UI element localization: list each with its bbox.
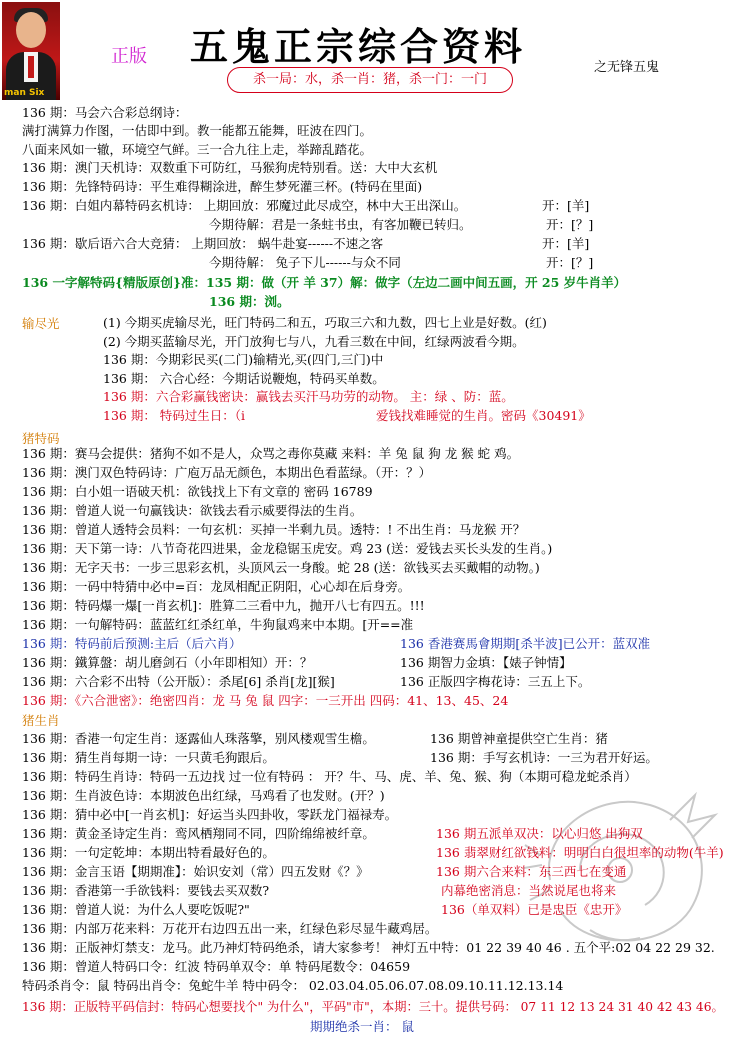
author-label: 之无锋五鬼 bbox=[594, 60, 660, 75]
text-line: 136 期：六合彩不出特（公开版）：杀尾[6] 杀肖[龙][猴] bbox=[22, 674, 335, 689]
text-line: 开：[？] bbox=[546, 255, 594, 270]
text-line: 136 期：马会六合彩总纲诗： bbox=[22, 105, 188, 120]
text-line: 136 期：今期彩民买(二门)输精光,买(四门,三门)中 bbox=[103, 352, 384, 367]
text-line: 136 期：猜生肖每期一诗：一只黄毛狗跟后。 bbox=[22, 750, 275, 765]
text-line: 136 期：六合彩赢钱密诀：赢钱去买汗马功劳的动物。 主：绿 、防：蓝。 bbox=[103, 389, 514, 404]
text-line: 136 期： 特码过生日：（i bbox=[103, 408, 246, 423]
text-line: 136 期：香港第一手欲钱料：要钱去买双数? bbox=[22, 883, 270, 898]
avatar bbox=[2, 2, 60, 100]
text-line: 136 期：澳门双色特码诗：广庖万品无颜色，本期出色看蓝绿。（开：？） bbox=[22, 465, 432, 480]
text-line: 八面来风如一辙，环境空气鲜。三一合九往上走，举蹄乱踏花。 bbox=[22, 142, 373, 157]
text-line: 满打满算力作图，一估即中到。教一能都五能舞，旺波在四门。 bbox=[22, 123, 373, 138]
text-line: 期期绝杀一肖： 鼠 bbox=[310, 1019, 414, 1034]
text-line: 136 期：猜中必中[一肖玄机]：好运当头四卦收，零跃龙门福禄寿。 bbox=[22, 807, 398, 822]
text-line: 136 期五派单双决：以心归悠 出狗双 bbox=[436, 826, 643, 841]
text-line: (1) 今期买虎输尽光，旺门特码二和五，巧取三六和九数，四七上业是好数。(红) bbox=[103, 315, 547, 330]
text-line: 136 期：曾道人说一句赢钱诀：欲钱去看示威要得法的生肖。 bbox=[22, 503, 363, 518]
section-label-shujin: 输尽光 bbox=[22, 316, 60, 331]
text-line: 136 期：白姐内幕特码玄机诗： 上期回放：邪魔过此尽成空，林中大王出深山。 bbox=[22, 198, 467, 213]
text-line: 136（单双料）已是忠臣《忠开》 bbox=[441, 902, 628, 917]
text-line: 136 期：一码中特猜中必中=百：龙凤相配正阴阳，心心却在后身旁。 bbox=[22, 579, 411, 594]
text-line: 136 期：内部万花来料：万花开右边四五出一来，红绿色彩尽显牛藏鸡居。 bbox=[22, 921, 438, 936]
edition-label: 正版 bbox=[111, 46, 147, 67]
text-line: 136 期：先锋特码诗：平生难得糊涂进，醉生梦死灌三杯。(特码在里面) bbox=[22, 179, 423, 194]
avatar-tie bbox=[28, 56, 34, 78]
text-line: 136 期曾神童提供空亡生肖：猪 bbox=[430, 731, 608, 746]
text-line: 开：[？] bbox=[546, 217, 594, 232]
text-line: 136 期：香港一句定生肖：逐露仙人珠落擎，别风楼观雪生檐。 bbox=[22, 731, 375, 746]
text-line: 今期待解： 兔子下儿------与众不同 bbox=[209, 255, 401, 270]
text-line: 136 期：金言玉语【期期准】：始识安刘（常）四五发财《？》 bbox=[22, 864, 369, 879]
text-line: 136 期：天下第一诗：八节奇花四进果，金龙稳锯玉虎安。鸡 23 (送：爱钱去买长头发的生肖。) bbox=[22, 541, 553, 556]
avatar-watermark: man Six bbox=[4, 88, 45, 98]
text-line: 136 香港赛馬會期期[杀半波]已公开：蓝双准 bbox=[400, 636, 651, 651]
text-line: 136 期：歇后语六合大竞猜： 上期回放： 蜗牛赴宴------不速之客 bbox=[22, 236, 384, 251]
section-label-zhushengxiao: 猪生肖 bbox=[22, 713, 60, 728]
text-line: 内幕绝密消息：当然说尾也将来 bbox=[441, 883, 617, 898]
text-line: 136 期：《六合泄密》：绝密四肖：龙 马 兔 鼠 四字：一三开出 四码：41、13、45、24 bbox=[22, 693, 509, 708]
text-line: 136 期： 六合心经：今期话说鞭炮，特码买单数。 bbox=[103, 371, 385, 386]
text-line: 136 期：特码爆一爆[一肖玄机]：胜算二三看中九，抛开八七有四五。!!! bbox=[22, 598, 425, 613]
text-line: 136 期六合来料：东三西七在变通 bbox=[436, 864, 627, 879]
text-line: 136 期：鐵算盤：胡儿磨剑石（小年即相知）开：？ bbox=[22, 655, 313, 670]
page-title: 五鬼正宗综合资料 bbox=[190, 25, 527, 69]
text-line: 136 期：手写玄机诗：一三为君开好运。 bbox=[430, 750, 658, 765]
text-line: 136 期：特码生肖诗：特码一五边找 过一位有特码 ： 开？牛、马、虎、羊、兔、猴、狗（本期可稳龙蛇杀肖） bbox=[22, 769, 637, 784]
text-line: 136 期：黄金圣诗定生肖：鸾风栖翔同不同，四阶绵绵被纤章。 bbox=[22, 826, 375, 841]
text-line: 开：[羊] bbox=[542, 198, 590, 213]
text-line: 136 期：无字天书：一步三思彩玄机，头顶风云一身酸。蛇 28 (送：欲钱买去买戴帽的动物。) bbox=[22, 560, 540, 575]
text-line: 136 期：正版神灯禁支：龙马。此乃神灯特码绝杀，请大家参考！ 神灯五中特：01 22 39 40 46 . 五个平:02 04 22 29 32. bbox=[22, 940, 715, 955]
text-line: 136 期：赛马会提供：猪狗不如不是人，众骂之毒你莫藏 来料：羊 兔 鼠 狗 龙 猴 蛇 鸡。 bbox=[22, 446, 520, 461]
text-line: 136 翡翠财红欲钱料：明明白白很坦率的动物(牛羊) bbox=[436, 845, 724, 860]
text-line: 136 期：曾道人透特会员料：一句玄机：买掉一半剩九员。透特：! 不出生肖：马龙猴 开？ bbox=[22, 522, 526, 537]
text-line: 136 期：曾道人说：为什么人要吃饭呢?" bbox=[22, 902, 250, 917]
text-line: 136 正版四字梅花诗：三五上下。 bbox=[400, 674, 591, 689]
avatar-face bbox=[16, 12, 46, 48]
text-line: 特码杀肖令：鼠 特码出肖令：兔蛇牛羊 特中码令： 02.03.04.05.06.07.08.09.10.11.12.13.14 bbox=[22, 978, 564, 993]
text-line: (2) 今期买蓝输尽光，开门放狗七与八，九看三数在中间，红绿两波看今期。 bbox=[103, 334, 525, 349]
text-line: 136 期：正版特平码信封：特码心想要找个" 为什么"，平码"市"，本期：三十。提供号码： 07 11 12 13 24 31 40 42 43 46。 bbox=[22, 1000, 724, 1014]
text-line: 136 期：澳门天机诗：双数重下可防红，马猴狗虎特别看。送：大中大玄机 bbox=[22, 160, 438, 175]
text-line: 136 期：一句解特码：蓝蓝红红杀红单，牛狗鼠鸡来中本期。[开==准 bbox=[22, 617, 414, 632]
text-line: 136 期：一句定乾坤：本期出特看最好色的。 bbox=[22, 845, 275, 860]
text-line: 136 期：浏。 bbox=[209, 294, 290, 309]
text-line: 136 期：白小姐一语破天机：欲钱找上下有文章的 密码 16789 bbox=[22, 484, 373, 499]
text-line: 136 期：曾道人特码口令：红波 特码单双令：单 特码尾数令：04659 bbox=[22, 959, 411, 974]
text-line: 今期待解：君是一条蛀书虫，有客加鞭已转归。 bbox=[209, 217, 472, 232]
kill-summary-badge: 杀一局：水，杀一肖：猪，杀一门：一门 bbox=[227, 67, 513, 93]
text-line: 136 一字解特码{精版原创}准：135 期：做（开 羊 37）解：做字（左边二画中间五画，开 25 岁牛肖羊） bbox=[22, 275, 627, 290]
text-line: 136 期：生肖波色诗：本期波色出红绿，马鸡看了也发财。(开？) bbox=[22, 788, 385, 803]
text-line: 136 期：特码前后预测:主后（后六肖） bbox=[22, 636, 242, 651]
section-label-zhutema: 猪特码 bbox=[22, 431, 60, 446]
text-line: 爱钱找难睡觉的生肖。密码《30491》 bbox=[376, 408, 591, 423]
text-line: 开：[羊] bbox=[542, 236, 590, 251]
text-line: 136 期智力金填：【婊子钟情】 bbox=[400, 655, 572, 670]
